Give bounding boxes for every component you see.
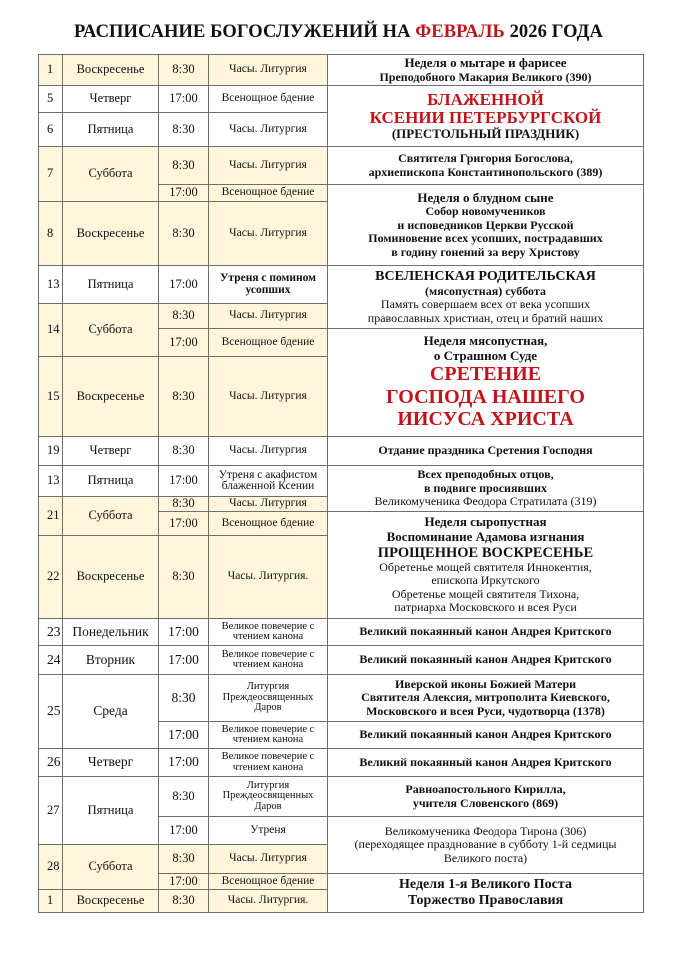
day-cell: 23	[39, 619, 63, 646]
service-cell: Великое повечерие с чтением канона	[209, 749, 328, 777]
event-cell: Равноапостольного Кирилла, учителя Словенского (869)	[328, 777, 644, 817]
time-cell: 8:30	[159, 147, 209, 185]
time-cell: 8:30	[159, 113, 209, 147]
service-cell: Великое повечерие с чтением канона	[209, 646, 328, 675]
time-cell: 8:30	[159, 55, 209, 86]
service-cell: Часы. Литургия.	[209, 890, 328, 913]
service-cell: Часы. Литургия	[209, 113, 328, 147]
weekday-cell: Пятница	[63, 266, 159, 304]
weekday-cell: Четверг	[63, 749, 159, 777]
day-cell: 19	[39, 437, 63, 466]
time-cell: 8:30	[159, 777, 209, 817]
service-cell: Всенощное бдение	[209, 874, 328, 890]
time-cell: 17:00	[159, 512, 209, 536]
weekday-cell: Суббота	[63, 845, 159, 890]
day-cell: 13	[39, 266, 63, 304]
day-cell: 8	[39, 202, 63, 266]
service-cell: Часы. Литургия	[209, 497, 328, 512]
weekday-cell: Воскресенье	[63, 55, 159, 86]
event-cell: Неделя 1-я Великого Поста Торжество Православия	[328, 874, 644, 913]
service-cell: Утреня с акафистом блаженной Ксении	[209, 466, 328, 497]
time-cell: 17:00	[159, 749, 209, 777]
time-cell: 17:00	[159, 329, 209, 357]
time-cell: 17:00	[159, 619, 209, 646]
day-cell: 1	[39, 890, 63, 913]
table-row	[39, 777, 644, 817]
event-cell: Неделя мясопустная, о Страшном Суде СРЕТЕНИЕ ГОСПОДА НАШЕГО ИИСУСА ХРИСТА	[328, 329, 644, 437]
day-cell: 6	[39, 113, 63, 147]
time-cell: 8:30	[159, 357, 209, 437]
event-cell: Неделя о мытаре и фарисее Преподобного Макария Великого (390)	[328, 55, 644, 86]
time-cell: 17:00	[159, 466, 209, 497]
table-row	[39, 466, 644, 497]
day-cell: 1	[39, 55, 63, 86]
weekday-cell: Вторник	[63, 646, 159, 675]
time-cell: 17:00	[159, 266, 209, 304]
weekday-cell: Суббота	[63, 304, 159, 357]
event-cell: Святителя Григория Богослова, архиепископа Константинопольского (389)	[328, 147, 644, 185]
day-cell: 21	[39, 497, 63, 536]
table-row	[39, 86, 644, 113]
event-cell: Всех преподобных отцов, в подвиге просиявших Великомученика Феодора Стратилата (319)	[328, 466, 644, 512]
time-cell: 8:30	[159, 890, 209, 913]
service-cell: Утреня с помином усопших	[209, 266, 328, 304]
table-row	[39, 266, 644, 304]
page-title: РАСПИСАНИЕ БОГОСЛУЖЕНИЙ НА ФЕВРАЛЬ 2026 ГОДА	[74, 22, 603, 42]
table-row	[39, 646, 644, 675]
service-cell: Всенощное бдение	[209, 512, 328, 536]
service-cell: Часы. Литургия	[209, 845, 328, 874]
service-cell: Всенощное бдение	[209, 86, 328, 113]
weekday-cell: Понедельник	[63, 619, 159, 646]
table-row	[39, 619, 644, 646]
weekday-cell: Воскресенье	[63, 890, 159, 913]
service-cell: Часы. Литургия	[209, 357, 328, 437]
service-cell: Великое повечерие с чтением канона	[209, 722, 328, 749]
weekday-cell: Воскресенье	[63, 536, 159, 619]
time-cell: 17:00	[159, 817, 209, 845]
time-cell: 17:00	[159, 185, 209, 202]
service-cell: Всенощное бдение	[209, 185, 328, 202]
table-row	[39, 749, 644, 777]
event-cell: Великий покаянный канон Андрея Критского	[328, 619, 644, 646]
day-cell: 13	[39, 466, 63, 497]
table-row	[39, 55, 644, 86]
day-cell: 25	[39, 675, 63, 749]
event-cell: Великий покаянный канон Андрея Критского	[328, 646, 644, 675]
weekday-cell: Воскресенье	[63, 357, 159, 437]
service-cell: Часы. Литургия	[209, 304, 328, 329]
time-cell: 8:30	[159, 536, 209, 619]
table-row	[39, 675, 644, 722]
time-cell: 8:30	[159, 675, 209, 722]
event-cell: Великий покаянный канон Андрея Критского	[328, 749, 644, 777]
event-cell: Неделя сыропустная Воспоминание Адамова изгнания ПРОЩЕННОЕ ВОСКРЕСЕНЬЕ Обретенье мощей святителя Иннокентия, епископа Иркутского Обретенье мощей святителя Тихона, патриарха Московского и всея Руси	[328, 512, 644, 619]
time-cell: 8:30	[159, 497, 209, 512]
service-cell: Всенощное бдение	[209, 329, 328, 357]
weekday-cell: Пятница	[63, 113, 159, 147]
time-cell: 17:00	[159, 874, 209, 890]
time-cell: 17:00	[159, 722, 209, 749]
weekday-cell: Пятница	[63, 777, 159, 845]
service-cell: Часы. Литургия	[209, 437, 328, 466]
event-cell: Отдание праздника Сретения Господня	[328, 437, 644, 466]
weekday-cell: Суббота	[63, 497, 159, 536]
service-cell: Утреня	[209, 817, 328, 845]
event-cell: ВСЕЛЕНСКАЯ РОДИТЕЛЬСКАЯ (мясопустная) суббота Память совершаем всех от века усопших православных христиан, отец и братий наших	[328, 266, 644, 329]
weekday-cell: Среда	[63, 675, 159, 749]
day-cell: 24	[39, 646, 63, 675]
day-cell: 27	[39, 777, 63, 845]
service-cell: Литургия Преждеосвященных Даров	[209, 777, 328, 817]
table-row	[39, 147, 644, 185]
day-cell: 26	[39, 749, 63, 777]
time-cell: 8:30	[159, 437, 209, 466]
day-cell: 7	[39, 147, 63, 202]
day-cell: 15	[39, 357, 63, 437]
time-cell: 8:30	[159, 304, 209, 329]
service-cell: Великое повечерие с чтением канона	[209, 619, 328, 646]
event-cell: Неделя о блудном сыне Собор новомучеников и исповедников Церкви Русской Поминовение всех усопших, пострадавших в годину гонений за веру Христову	[328, 185, 644, 266]
day-cell: 22	[39, 536, 63, 619]
weekday-cell: Суббота	[63, 147, 159, 202]
time-cell: 8:30	[159, 845, 209, 874]
weekday-cell: Пятница	[63, 466, 159, 497]
service-cell: Часы. Литургия.	[209, 536, 328, 619]
table-row	[39, 437, 644, 466]
schedule-table	[38, 54, 644, 913]
day-cell: 28	[39, 845, 63, 890]
time-cell: 17:00	[159, 86, 209, 113]
event-cell: БЛАЖЕННОЙ КСЕНИИ ПЕТЕРБУРГСКОЙ (ПРЕСТОЛЬНЫЙ ПРАЗДНИК)	[328, 86, 644, 147]
service-cell: Часы. Литургия	[209, 147, 328, 185]
event-cell: Великомученика Феодора Тирона (306) (переходящее празднование в субботу 1-й седмицы Великого поста)	[328, 817, 644, 874]
day-cell: 5	[39, 86, 63, 113]
day-cell: 14	[39, 304, 63, 357]
weekday-cell: Четверг	[63, 437, 159, 466]
time-cell: 8:30	[159, 202, 209, 266]
service-cell: Часы. Литургия	[209, 202, 328, 266]
weekday-cell: Воскресенье	[63, 202, 159, 266]
event-cell: Великий покаянный канон Андрея Критского	[328, 722, 644, 749]
service-cell: Часы. Литургия	[209, 55, 328, 86]
time-cell: 17:00	[159, 646, 209, 675]
title-month: ФЕВРАЛЬ	[415, 22, 505, 42]
service-cell: Литургия Преждеосвященных Даров	[209, 675, 328, 722]
event-cell: Иверской иконы Божией Матери Святителя Алексия, митрополита Киевского, Московского и всея Руси, чудотворца (1378)	[328, 675, 644, 722]
weekday-cell: Четверг	[63, 86, 159, 113]
